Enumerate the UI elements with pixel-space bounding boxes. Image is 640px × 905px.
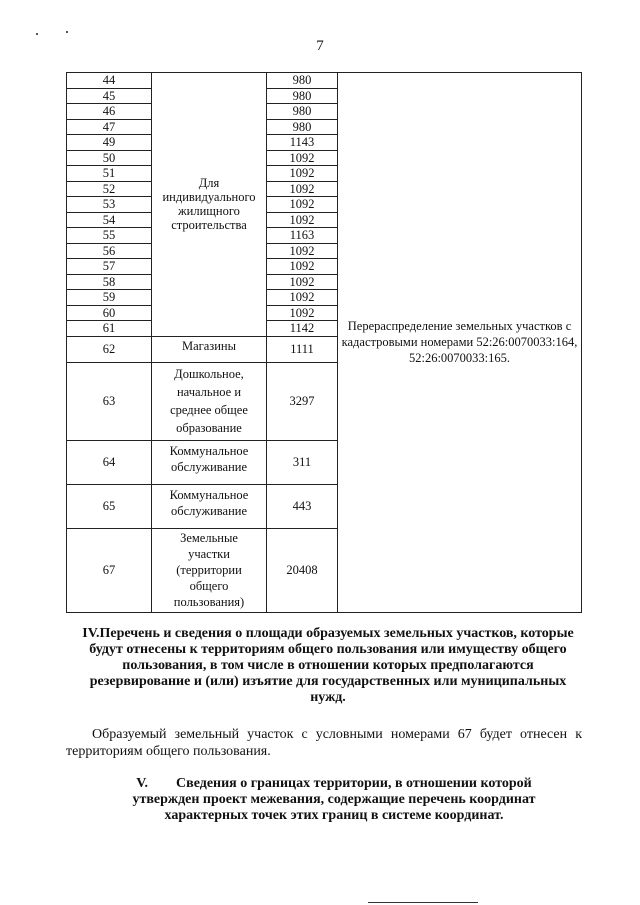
plot-number: 64 bbox=[67, 440, 152, 484]
plot-area: 1092 bbox=[267, 181, 338, 197]
plot-number: 47 bbox=[67, 119, 152, 135]
plot-number: 50 bbox=[67, 150, 152, 166]
plot-use-residential bbox=[152, 73, 267, 337]
land-plots-table bbox=[66, 72, 582, 613]
plot-area: 1092 bbox=[267, 274, 338, 290]
plot-number: 60 bbox=[67, 305, 152, 321]
plot-area: 443 bbox=[267, 484, 338, 528]
plot-use-label: Для индивидуального жилищного строительства bbox=[162, 176, 256, 233]
section-v-heading: V. Сведения о границах территории, в отношении которой утвержден проект межевания, содержащие перечень координат характерных точек этих границ в системе координат. bbox=[132, 776, 540, 823]
section-iv-heading: IV.Перечень и сведения о площади образуемых земельных участков, которые будут отнесены к территориям общего пользования или имуществу общего пользования, в том числе в отношении которых предполагаются резервирование и (или) изъятие для государственных или муниципальных нужд. bbox=[82, 626, 574, 705]
plot-use: Коммунальное обслуживание bbox=[152, 440, 267, 484]
plot-use: Магазины bbox=[152, 336, 267, 362]
plot-use: Коммунальное обслуживание bbox=[152, 484, 267, 528]
plot-area: 20408 bbox=[267, 528, 338, 612]
plot-area: 980 bbox=[267, 119, 338, 135]
plot-area: 1092 bbox=[267, 212, 338, 228]
plot-area: 980 bbox=[267, 104, 338, 120]
plot-number: 46 bbox=[67, 104, 152, 120]
section-iv-paragraph: Образуемый земельный участок с условными номерами 67 будет отнесен к территориям общего пользования. bbox=[66, 727, 582, 759]
plot-area: 1092 bbox=[267, 166, 338, 182]
plot-number: 67 bbox=[67, 528, 152, 612]
plot-area: 1092 bbox=[267, 197, 338, 213]
plot-number: 65 bbox=[67, 484, 152, 528]
scan-speck bbox=[66, 31, 68, 33]
table-row bbox=[67, 73, 582, 89]
plot-area: 1163 bbox=[267, 228, 338, 244]
plot-number: 51 bbox=[67, 166, 152, 182]
plot-number: 58 bbox=[67, 274, 152, 290]
plot-area: 3297 bbox=[267, 362, 338, 440]
plot-area: 980 bbox=[267, 73, 338, 89]
plot-area: 1092 bbox=[267, 150, 338, 166]
plot-area: 1092 bbox=[267, 305, 338, 321]
plot-area: 980 bbox=[267, 88, 338, 104]
plot-number: 52 bbox=[67, 181, 152, 197]
plot-area: 1142 bbox=[267, 321, 338, 337]
plot-number: 61 bbox=[67, 321, 152, 337]
plot-area: 311 bbox=[267, 440, 338, 484]
plot-note: Перераспределение земельных участков с кадастровыми номерами 52:26:0070033:164, 52:26:0070033:165. bbox=[338, 73, 582, 613]
plot-number: 45 bbox=[67, 88, 152, 104]
scan-speck bbox=[36, 33, 38, 35]
plot-area: 1143 bbox=[267, 135, 338, 151]
footer-rule bbox=[368, 902, 478, 903]
plot-number: 62 bbox=[67, 336, 152, 362]
plot-number: 59 bbox=[67, 290, 152, 306]
plot-area: 1111 bbox=[267, 336, 338, 362]
plot-area: 1092 bbox=[267, 290, 338, 306]
plot-number: 57 bbox=[67, 259, 152, 275]
plot-number: 55 bbox=[67, 228, 152, 244]
plot-use: Земельные участки (территории общего пользования) bbox=[152, 528, 267, 612]
plot-number: 44 bbox=[67, 73, 152, 89]
plot-number: 49 bbox=[67, 135, 152, 151]
plot-number: 63 bbox=[67, 362, 152, 440]
plot-number: 54 bbox=[67, 212, 152, 228]
plot-area: 1092 bbox=[267, 243, 338, 259]
plot-area: 1092 bbox=[267, 259, 338, 275]
plot-number: 56 bbox=[67, 243, 152, 259]
page-number: 7 bbox=[316, 38, 324, 54]
plot-use: Дошкольное, начальное и среднее общее образование bbox=[152, 362, 267, 440]
plot-number: 53 bbox=[67, 197, 152, 213]
